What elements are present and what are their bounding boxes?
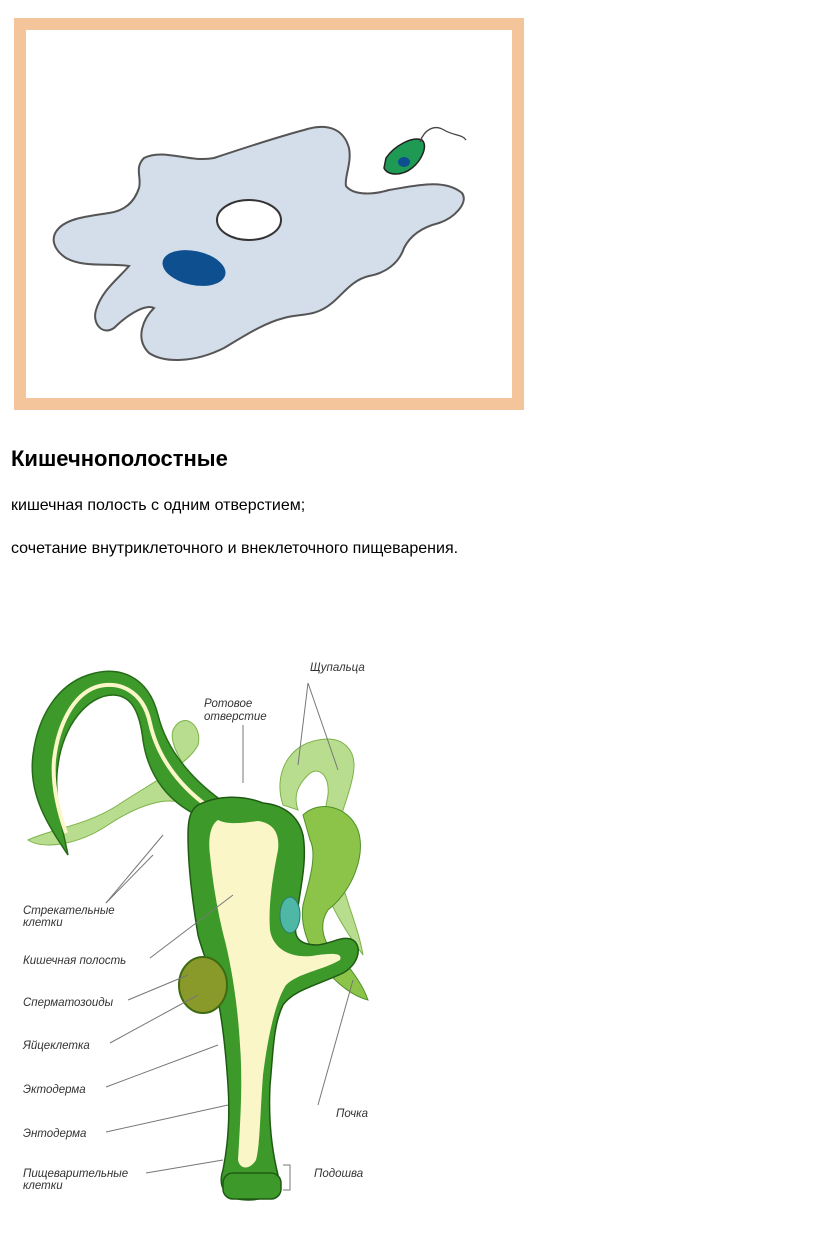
euglena-nucleus: [398, 157, 410, 167]
label-endoderm: Энтодерма: [23, 1128, 87, 1140]
label-gut-cavity: Кишечная полость: [23, 955, 127, 967]
label-ectoderm: Эктодерма: [23, 1084, 86, 1096]
label-bud: Почка: [336, 1108, 368, 1120]
amoeba-illustration: [14, 18, 524, 410]
label-foot: Подошва: [314, 1168, 364, 1180]
hydra-diagram: [18, 655, 378, 1205]
egg-cell: [179, 957, 227, 1013]
label-mouth-1: Ротовое: [204, 698, 253, 710]
feature-line-1: кишечная полость с одним отверстием;: [11, 497, 306, 514]
feature-line-2: сочетание внутриклеточного и внеклеточного пищеварения.: [11, 540, 459, 557]
label-sperm: Сперматозоиды: [23, 997, 114, 1009]
label-tentacles: Щупальца: [310, 662, 365, 674]
label-mouth-2: отверстие: [204, 711, 267, 723]
label-digestive-1: Пищеварительные: [23, 1168, 129, 1180]
label-egg: Яйцеклетка: [23, 1040, 90, 1052]
vacuole: [217, 200, 281, 240]
foot: [223, 1173, 281, 1199]
label-stinging-1: Стрекательные: [23, 905, 115, 917]
sperm-cluster: [280, 897, 300, 933]
section-heading: Кишечнополостные: [11, 446, 228, 471]
label-stinging-2: клетки: [23, 917, 63, 929]
label-digestive-2: клетки: [23, 1180, 63, 1192]
